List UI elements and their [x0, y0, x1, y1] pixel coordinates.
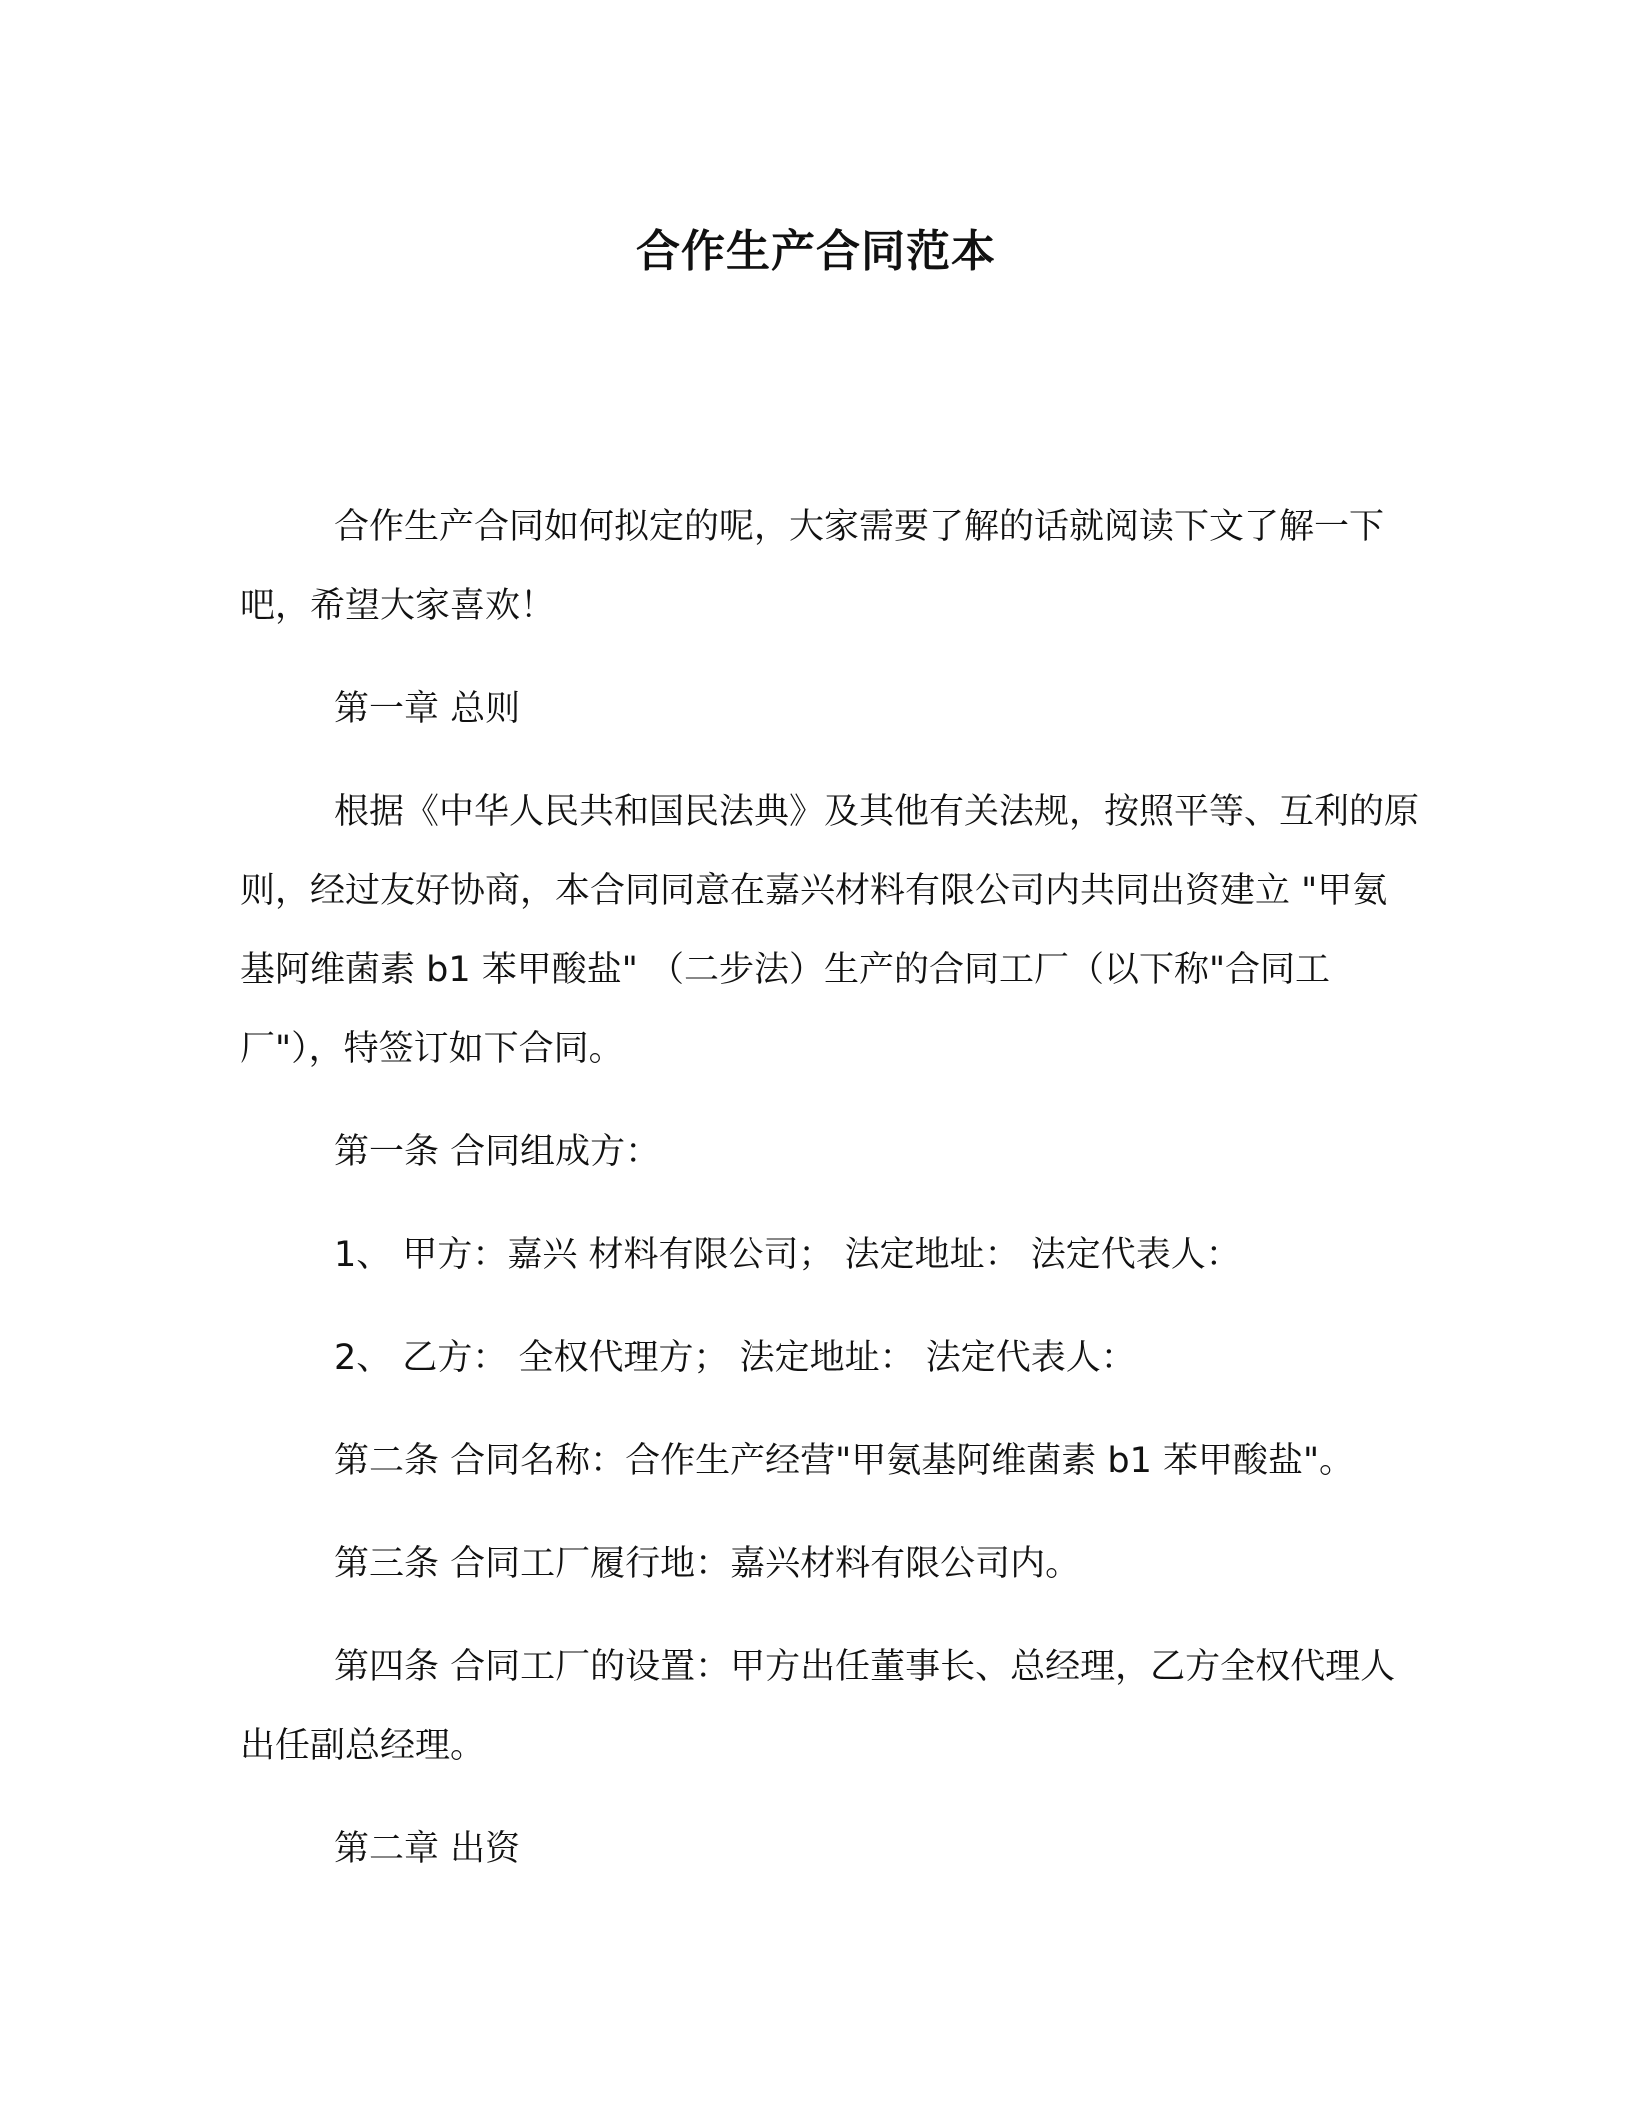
place-of-performance-article: 第三条 合同工厂履行地：嘉兴材料有限公司内。	[334, 1544, 1081, 1584]
chapter-heading: 第一章 总则	[334, 689, 521, 729]
factory-setup-article: 第四条 合同工厂的设置：甲方出任董事长、总经理，乙方全权代理人出任副总经理。	[240, 1647, 1396, 1766]
chapter-heading: 第二章 出资	[334, 1829, 521, 1869]
party-a-line: 1、 甲方：嘉兴 材料有限公司； 法定地址： 法定代表人：	[334, 1235, 1241, 1275]
contract-name-article: 第二条 合同名称：合作生产经营"甲氨基阿维菌素 b1 苯甲酸盐"。	[334, 1441, 1355, 1481]
general-provisions-paragraph: 根据《中华人民共和国民法典》及其他有关法规，按照平等、互利的原则，经过友好协商，本合同同意在嘉兴材料有限公司内共同出资建立 "甲氨基阿维菌素 b1 苯甲酸盐" （二步法）生产的合同工厂（以下称"合同工厂"），特签订如下合同。	[240, 792, 1420, 1069]
article-heading: 第一条 合同组成方：	[334, 1132, 661, 1172]
document-title: 合作生产合同范本	[636, 226, 996, 277]
document-body	[240, 488, 1420, 1913]
party-b-line: 2、 乙方： 全权代理方； 法定地址： 法定代表人：	[334, 1338, 1136, 1378]
intro-paragraph: 合作生产合同如何拟定的呢，大家需要了解的话就阅读下文了解一下吧，希望大家喜欢！	[240, 507, 1385, 626]
